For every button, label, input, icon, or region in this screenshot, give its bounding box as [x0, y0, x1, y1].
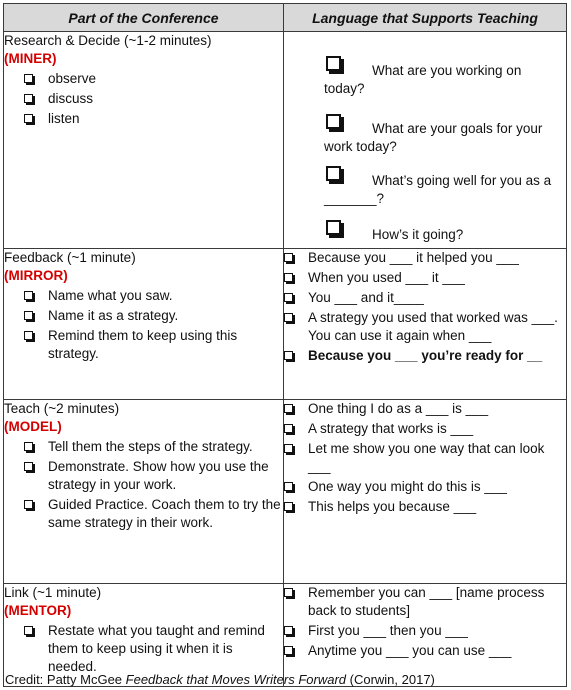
checkbox-icon	[284, 588, 293, 597]
header-language: Language that Supports Teaching	[284, 4, 567, 32]
role-tag: (MINER)	[4, 51, 57, 66]
step-list	[4, 622, 283, 676]
step-item: Demonstrate. Show how you use the strategy in your work.	[24, 458, 283, 494]
checkbox-icon	[284, 626, 293, 635]
checkbox-icon	[284, 273, 293, 282]
checkbox-icon	[326, 220, 341, 235]
language-item: Because you ___ you’re ready for __	[284, 347, 566, 365]
role-tag: (MENTOR)	[4, 603, 72, 618]
table-row	[4, 249, 567, 400]
step-item: Tell them the steps of the strategy.	[24, 438, 283, 456]
language-item: Because you ___ it helped you ___	[284, 249, 566, 267]
step-item: Name what you saw.	[24, 287, 283, 305]
header-row	[4, 4, 567, 32]
step-item: listen	[24, 110, 283, 128]
checkbox-icon	[24, 291, 33, 300]
checkbox-icon	[24, 626, 33, 635]
step-list	[4, 70, 283, 128]
language-list	[284, 400, 566, 516]
role-tag: (MIRROR)	[4, 268, 68, 283]
language-item: One way you might do this is ___	[284, 478, 566, 496]
table-row	[4, 32, 567, 249]
checkbox-icon	[284, 313, 293, 322]
checkbox-icon	[24, 331, 33, 340]
part-cell	[4, 249, 284, 400]
language-item: Let me show you one way that can look ___	[284, 440, 566, 476]
step-item: Guided Practice. Coach them to try the same strategy in their work.	[24, 496, 283, 532]
checkbox-icon	[24, 462, 33, 471]
language-item: What are you working on today?	[324, 56, 560, 98]
language-item: This helps you because ___	[284, 498, 566, 516]
language-item: One thing I do as a ___ is ___	[284, 400, 566, 418]
part-title: Link (~1 minute)	[4, 585, 102, 600]
checkbox-icon	[326, 114, 341, 129]
table-row	[4, 400, 567, 584]
step-list	[4, 287, 283, 363]
step-list	[4, 438, 283, 532]
checkbox-icon	[24, 442, 33, 451]
conference-table	[3, 3, 567, 687]
checkbox-icon	[284, 424, 293, 433]
step-item: Remind them to keep using this strategy.	[24, 327, 283, 363]
credit-line: Credit: Patty McGee Feedback that Moves Writers Forward (Corwin, 2017)	[5, 672, 435, 687]
header-part: Part of the Conference	[4, 4, 284, 32]
step-item: Restate what you taught and remind them to keep using it when it is needed.	[24, 622, 283, 676]
step-item: observe	[24, 70, 283, 88]
part-title: Research & Decide (~1-2 minutes)	[4, 33, 212, 48]
language-item: Remember you can ___ [name process back to students]	[284, 584, 566, 620]
part-cell	[4, 400, 284, 584]
checkbox-icon	[284, 293, 293, 302]
language-item: A strategy that works is ___	[284, 420, 566, 438]
checkbox-icon	[24, 94, 33, 103]
language-cell	[284, 32, 567, 249]
language-item: When you used ___ it ___	[284, 269, 566, 287]
checkbox-icon	[326, 166, 341, 181]
language-item: What’s going well for you as a _______?	[324, 166, 560, 208]
checkbox-icon	[284, 253, 293, 262]
language-item: What are your goals for your work today?	[324, 114, 560, 156]
part-title: Teach (~2 minutes)	[4, 401, 120, 416]
checkbox-icon	[24, 114, 33, 123]
credit-book-title: Feedback that Moves Writers Forward	[125, 672, 347, 687]
checkbox-icon	[284, 482, 293, 491]
checkbox-icon	[24, 500, 33, 509]
language-item: First you ___ then you ___	[284, 622, 566, 640]
step-item: discuss	[24, 90, 283, 108]
part-cell	[4, 32, 284, 249]
checkbox-icon	[24, 311, 33, 320]
part-title: Feedback (~1 minute)	[4, 250, 136, 265]
step-item: Name it as a strategy.	[24, 307, 283, 325]
language-item: You ___ and it____	[284, 289, 566, 307]
language-item: A strategy you used that worked was ___. You can use it again when ___	[284, 309, 566, 345]
language-item: How’s it going?	[324, 220, 560, 244]
language-list	[284, 584, 566, 660]
checkbox-icon	[326, 56, 341, 71]
language-cell	[284, 249, 567, 400]
checkbox-icon	[284, 502, 293, 511]
role-tag: (MODEL)	[4, 419, 62, 434]
checkbox-icon	[24, 74, 33, 83]
checkbox-icon	[284, 404, 293, 413]
checkbox-icon	[284, 444, 293, 453]
language-list	[284, 249, 566, 365]
checkbox-icon	[284, 646, 293, 655]
language-item: Anytime you ___ you can use ___	[284, 642, 566, 660]
checkbox-icon	[284, 351, 293, 360]
language-cell	[284, 400, 567, 584]
